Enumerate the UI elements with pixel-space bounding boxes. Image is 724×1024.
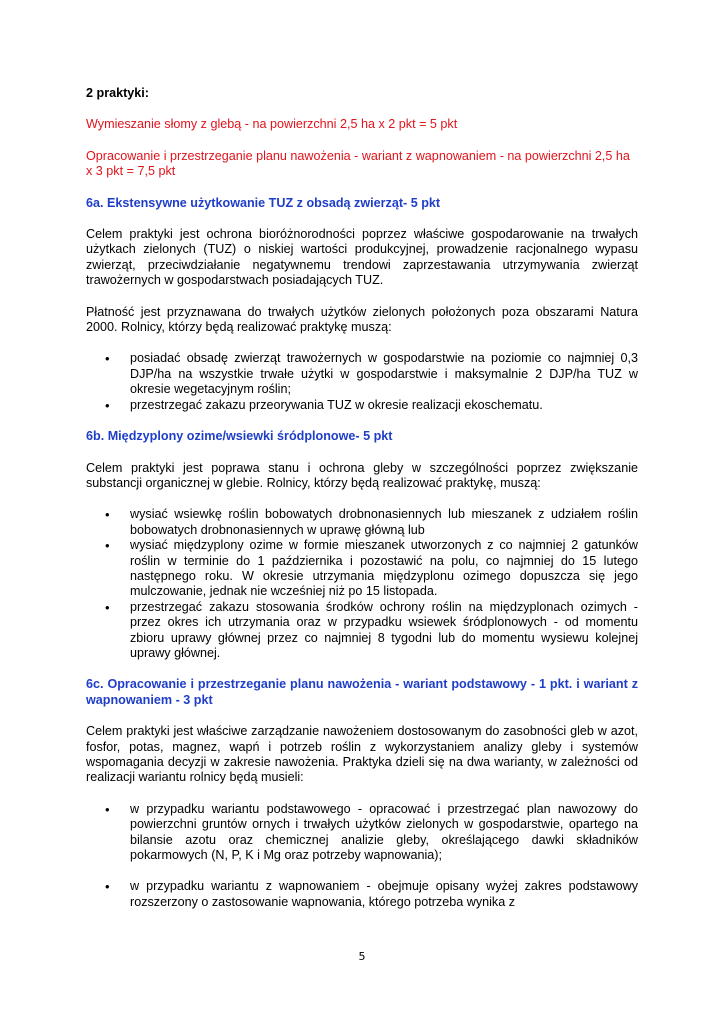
bullet-icon: • [105,351,110,367]
list-item [86,398,638,413]
list-item-text: w przypadku wariantu z wapnowaniem - obejmuje opisany wyżej zakres podstawowy rozszerzony o zastosowanie wapnowania, którego potrzeba wynika z [130,879,638,909]
list-item [86,538,638,600]
list-item-text: przestrzegać zakazu stosowania środków ochrony roślin na międzyplonach ozimych - przez okres ich utrzymania oraz w przypadku wsiewek śródplonowych - od momentu zbioru uprawy głównej przez co najmniej 8 tygodni lub do momentu wysiewu kolejnej uprawy głównej. [130,599,638,660]
bullet-icon: • [105,879,110,895]
page-number: 5 [358,950,366,963]
section-6b-bullet-list [86,507,638,661]
list-item-text: posiadać obsadę zwierząt trawożernych w gospodarstwie na poziomie co najmniej 0,3 DJP/ha na wszystkie trwałe użytki w gospodarstwie i maksymalnie 2 DJP/ha TUZ w okresie wegetacyjnym roślin; [130,351,638,397]
list-item [86,351,638,397]
section-6c-paragraph-1: Celem praktyki jest właściwe zarządzanie nawożeniem dostosowanym do zasobności gleb w azot, fosfor, potas, magnez, wapń i potrzeb roślin z wykorzystaniem analizy gleby i systemów wspomagania decyzji w zakresie nawożenia. Praktyka dzieli się na dwa warianty, w zależności od realizacji wariantu rolnicy będą musieli: [86,724,638,785]
practices-heading: 2 praktyki: [86,86,149,100]
section-6a-paragraph-2: Płatność jest przyznawana do trwałych użytków zielonych położonych poza obszarami Natura 2000. Rolnicy, którzy będą realizować praktykę muszą: [86,304,638,335]
list-item-text: wysiać wsiewkę roślin bobowatych drobnonasiennych lub mieszanek z udziałem roślin bobowatych drobnonasiennych w uprawę główną lub [130,507,638,537]
red-line-fertilization: Opracowanie i przestrzeganie planu nawożenia - wariant z wapnowaniem - na powierzchni 2,5 ha x 3 pkt = 7,5 pkt [86,148,630,179]
section-6c-heading: 6c. Opracowanie i przestrzeganie planu nawożenia - wariant podstawowy - 1 pkt. i wariant z wapnowaniem - 3 pkt [86,677,638,707]
bullet-icon: • [105,538,110,554]
section-6a-heading: 6a. Ekstensywne użytkowanie TUZ z obsadą zwierząt- 5 pkt [86,195,441,210]
bullet-icon: • [105,397,110,413]
section-6a-bullet-list [86,351,638,413]
section-6a-paragraph-1: Celem praktyki jest ochrona bioróżnorodności poprzez właściwe gospodarowanie na trwałych użytkach zielonych (TUZ) o niskiej wartości produkcyjnej, prowadzenie racjonalnego wypasu zwierząt, przeciwdziałanie negatywnemu trendowi zaprzestawania utrzymywania zwierząt trawożernych w gospodarstwach posiadających TUZ. [86,227,638,288]
list-item-text: w przypadku wariantu podstawowego - opracować i przestrzegać plan nawozowy do powierzchni gruntów ornych i trwałych użytków zielonych w gospodarstwie, opartego na bilansie azotu oraz chemicznej analizie gleby, określającego dawki składników pokarmowych (N, P, K i Mg oraz potrzeby wapnowania); [130,801,638,863]
list-item-text: wysiać międzyplony ozime w formie mieszanek utworzonych z co najmniej 2 gatunków roślin w terminie do 1 października i pozostawić na polu, co najmniej do 15 lutego następnego roku. W okresie utrzymania międzyplonu ozimego dopuszcza się jego mulczowanie, jednak nie wcześniej niż po 15 listopada. [130,538,638,599]
section-6b-heading: 6b. Międzyplony ozime/wsiewki śródplonowe- 5 pkt [86,429,393,444]
list-item [86,600,638,662]
list-item [86,802,638,864]
list-item [86,507,638,538]
bullet-icon: • [105,801,110,817]
list-item-text: przestrzegać zakazu przeorywania TUZ w okresie realizacji ekoschematu. [130,397,543,412]
bullet-icon: • [105,507,110,523]
page-content [86,86,638,926]
section-6b-paragraph-1: Celem praktyki jest poprawa stanu i ochrona gleby w szczególności poprzez zwiększanie substancji organicznej w glebie. Rolnicy, którzy będą realizować praktykę, muszą: [86,460,638,490]
section-6c-bullet-list [86,802,638,910]
bullet-icon: • [105,599,110,615]
red-line-straw: Wymieszanie słomy z glebą - na powierzchni 2,5 ha x 2 pkt = 5 pkt [86,117,458,132]
list-item [86,879,638,910]
